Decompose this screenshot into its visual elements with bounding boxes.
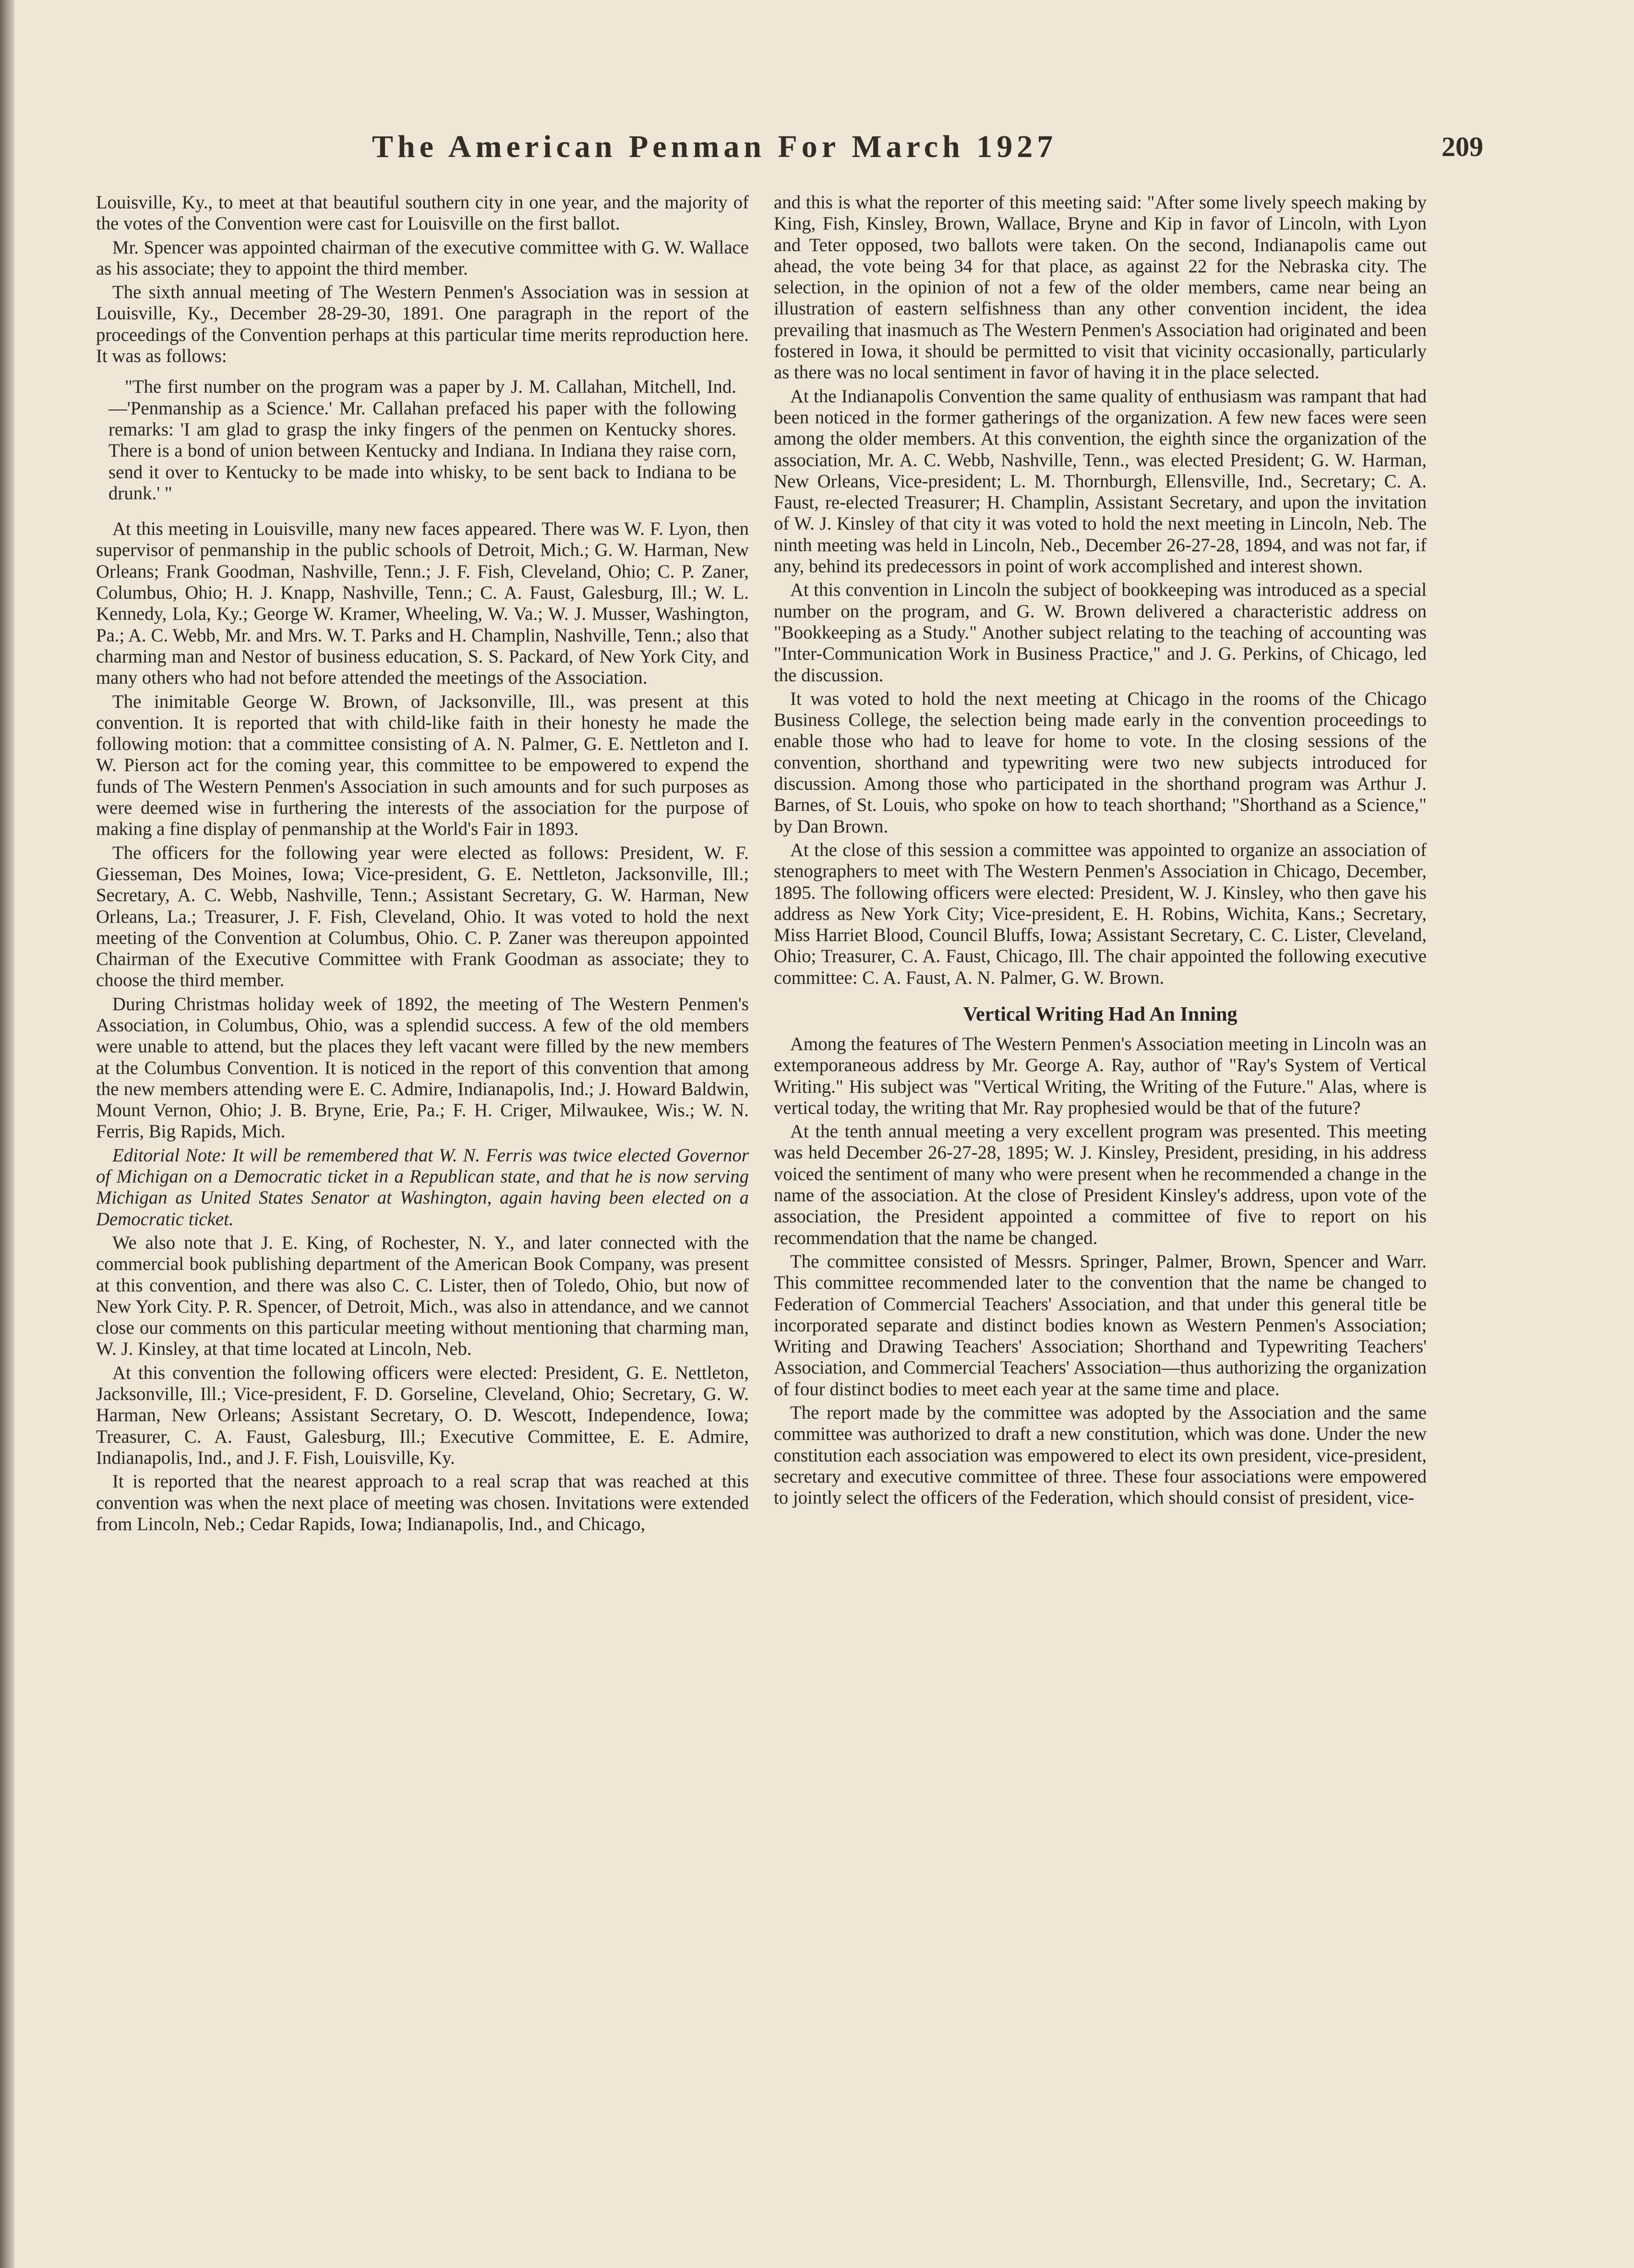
paragraph: Among the features of The Western Penmen's Association meeting in Lincoln was an extemporaneous address by Mr. George A. Ray, author of "Ray's System of Vertical Writing." His subject was "Vertical Writing, the Writing of the Future." Alas, where is vertical today, the writing that Mr. Ray prophesied would be that of the future? bbox=[774, 1033, 1427, 1118]
paragraph: The officers for the following year were elected as follows: President, W. F. Giesseman, Des Moines, Iowa; Vice-president, G. E. Nettleton, Jacksonville, Ill.; Secretary, A. C. Webb, Nashville, Tenn.; Assistant Secretary, G. W. Harman, New Orleans, La.; Treasurer, J. F. Fish, Cleveland, Ohio. It was voted to hold the next meeting of the Convention at Columbus, Ohio. C. P. Zaner was thereupon appointed Chairman of the Executive Committee with Frank Goodman as associate; they to choose the third member. bbox=[96, 842, 749, 991]
editorial-note: Editorial Note: It will be remembered that W. N. Ferris was twice elected Governor of Michigan on a Democratic ticket in a Republican state, and that he is now serving Michigan as United States Senator at Washington, again having been elected on a Democratic ticket. bbox=[96, 1145, 749, 1230]
paragraph: The report made by the committee was adopted by the Association and the same committee was authorized to draft a new constitution, which was done. Under the new constitution each association was empowered to elect its own president, vice-president, secretary and executive committee of three. These four associations were empowered to jointly select the officers of the Federation, which should consist of president, vice- bbox=[774, 1402, 1427, 1508]
paragraph: It is reported that the nearest approach to a real scrap that was reached at this convention was when the next place of meeting was chosen. Invitations were extended from Lincoln, Neb.; Cedar Rapids, Iowa; Indianapolis, Ind., and Chicago, bbox=[96, 1471, 749, 1534]
paragraph: and this is what the reporter of this meeting said: "After some lively speech making by King, Fish, Kinsley, Brown, Wallace, Bryne and Kip in favor of Lincoln, with Lyon and Teter opposed, two ballots were taken. On the second, Indianapolis came out ahead, the vote being 34 for that place, as against 22 for the Nebraska city. The selection, in the opinion of not a few of the older members, came near being an illustration of eastern selfishness than any other convention incident, the idea prevailing that inasmuch as The Western Penmen's Association had originated and been fostered in Iowa, it should be permitted to visit that vicinity occasionally, particularly as there was no local sentiment in favor of having it in the place selected. bbox=[774, 192, 1427, 383]
paragraph: Mr. Spencer was appointed chairman of the executive committee with G. W. Wallace as his associate; they to appoint the third member. bbox=[96, 237, 749, 279]
paragraph: The inimitable George W. Brown, of Jacksonville, Ill., was present at this convention. It is reported that with child-like faith in their honesty he made the following motion: that a committee consisting of A. N. Palmer, G. E. Nettleton and I. W. Pierson act for the coming year, this committee to be empowered to expend the funds of The Western Penmen's Association in such amounts and for such purposes as were deemed wise in furthering the interests of the association for the purpose of making a fine display of penmanship at the World's Fair in 1893. bbox=[96, 691, 749, 840]
paragraph: At the close of this session a committee was appointed to organize an association of stenographers to meet with The Western Penmen's Association in Chicago, December, 1895. The following officers were elected: President, W. J. Kinsley, who then gave his address as New York City; Vice-president, E. H. Robins, Wichita, Kans.; Secretary, Miss Harriet Blood, Council Bluffs, Iowa; Assistant Secretary, C. C. Lister, Cleveland, Ohio; Treasurer, C. A. Faust, Chicago, Ill. The chair appointed the following executive committee: C. A. Faust, A. N. Palmer, G. W. Brown. bbox=[774, 839, 1427, 988]
section-heading: Vertical Writing Had An Inning bbox=[963, 1003, 1238, 1025]
paragraph: The sixth annual meeting of The Western Penmen's Association was in session at Louisville, Ky., December 28-29-30, 1891. One paragraph in the report of the proceedings of the Convention perhaps at this particular time merits reproduction here. It was as follows: bbox=[96, 282, 749, 367]
paragraph: At the Indianapolis Convention the same quality of enthusiasm was rampant that had been noticed in the former gatherings of the organization. A few new faces were seen among the older members. At this convention, the eighth since the organization of the association, Mr. A. C. Webb, Nashville, Tenn., was elected President; G. W. Harman, New Orleans, Vice-president; L. M. Thornburgh, Ellensville, Ind., Secretary; C. A. Faust, re-elected Treasurer; H. Champlin, Assistant Secretary, and upon the invitation of W. J. Kinsley of that city it was voted to hold the next meeting in Lincoln, Neb. The ninth meeting was held in Lincoln, Neb., December 26-27-28, 1894, and was not far, if any, behind its predecessors in point of work accomplished and interest shown. bbox=[774, 386, 1427, 577]
paragraph: The committee consisted of Messrs. Springer, Palmer, Brown, Spencer and Warr. This committee recommended later to the convention that the name be changed to Federation of Commercial Teachers' Association, and that under this general title be incorporated separate and distinct bodies known as Western Penmen's Association; Writing and Drawing Teachers' Association; Shorthand and Typewriting Teachers' Association, and Commercial Teachers' Association—thus authorizing the organization of four distinct bodies to meet each year at the same time and place. bbox=[774, 1251, 1427, 1399]
paragraph: At the tenth annual meeting a very excellent program was presented. This meeting was held December 26-27-28, 1895; W. J. Kinsley, President, presiding, in his address voiced the sentiment of many who were present when he recommended a change in the name of the association. At the close of President Kinsley's address, upon vote of the association, the President appointed a committee of five to report on his recommendation that the name be changed. bbox=[774, 1121, 1427, 1248]
paragraph: At this convention the following officers were elected: President, G. E. Nettleton, Jacksonville, Ill.; Vice-president, F. D. Gorseline, Cleveland, Ohio; Secretary, G. W. Harman, New Orleans; Assistant Secretary, O. D. Wescott, Independence, Iowa; Treasurer, C. A. Faust, Galesburg, Ill.; Executive Committee, E. E. Admire, Indianapolis, Ind., and J. F. Fish, Louisville, Ky. bbox=[96, 1362, 749, 1468]
paragraph: Louisville, Ky., to meet at that beautiful southern city in one year, and the majority of the votes of the Convention were cast for Louisville on the first ballot. bbox=[96, 192, 749, 234]
page-binding-shadow bbox=[0, 0, 14, 2268]
block-quote: "The first number on the program was a paper by J. M. Callahan, Mitchell, Ind.—'Penmanship as a Science.' Mr. Callahan prefaced his paper with the following remarks: 'I am glad to grasp the inky fingers of the penmen on Kentucky shores. There is a bond of union between Kentucky and Indiana. In Indiana they raise corn, send it over to Kentucky to be made into whisky, to be sent back to Indiana to be drunk.' " bbox=[108, 376, 736, 504]
left-column bbox=[96, 192, 749, 1537]
paragraph: We also note that J. E. King, of Rochester, N. Y., and later connected with the commercial book publishing department of the American Book Company, was present at this convention, and there was also C. C. Lister, then of Toledo, Ohio, but now of New York City. P. R. Spencer, of Detroit, Mich., was also in attendance, and we cannot close our comments on this particular meeting without mentioning that charming man, W. J. Kinsley, at that time located at Lincoln, Neb. bbox=[96, 1232, 749, 1360]
paragraph: During Christmas holiday week of 1892, the meeting of The Western Penmen's Association, in Columbus, Ohio, was a splendid success. A few of the old members were unable to attend, but the places they left vacant were filled by the new members at the Columbus Convention. It is noticed in the report of this convention that among the new members attending were E. C. Admire, Indianapolis, Ind.; J. Howard Baldwin, Mount Vernon, Ohio; J. B. Bryne, Erie, Pa.; F. H. Criger, Milwaukee, Wis.; W. N. Ferris, Big Rapids, Mich. bbox=[96, 993, 749, 1142]
paragraph: It was voted to hold the next meeting at Chicago in the rooms of the Chicago Business College, the selection being made early in the convention proceedings to enable those who had to leave for home to vote. In the closing sessions of the convention, shorthand and typewriting were two new subjects introduced for discussion. Among those who participated in the shorthand program was Arthur J. Barnes, of St. Louis, who spoke on how to teach shorthand; "Shorthand as a Science," by Dan Brown. bbox=[774, 688, 1427, 837]
page-number: 209 bbox=[1442, 131, 1483, 162]
running-head: The American Penman For March 1927 bbox=[372, 129, 1057, 164]
paragraph: At this convention in Lincoln the subject of bookkeeping was introduced as a special number on the program, and G. W. Brown delivered a characteristic address on "Bookkeeping as a Study." Another subject relating to the teaching of accounting was "Inter-Communication Work in Business Practice," and J. G. Perkins, of Chicago, led the discussion. bbox=[774, 579, 1427, 686]
paragraph: At this meeting in Louisville, many new faces appeared. There was W. F. Lyon, then supervisor of penmanship in the public schools of Detroit, Mich.; G. W. Harman, New Orleans; Frank Goodman, Nashville, Tenn.; J. F. Fish, Cleveland, Ohio; C. P. Zaner, Columbus, Ohio; H. J. Knapp, Nashville, Tenn.; C. A. Faust, Galesburg, Ill.; W. L. Kennedy, Lola, Ky.; George W. Kramer, Wheeling, W. Va.; W. J. Musser, Washington, Pa.; A. C. Webb, Mr. and Mrs. W. T. Parks and H. Champlin, Nashville, Tenn.; also that charming man and Nestor of business education, S. S. Packard, of New York City, and many others who had not before attended the meetings of the Association. bbox=[96, 519, 749, 688]
page-header bbox=[72, 129, 1560, 172]
right-column bbox=[774, 192, 1427, 1511]
